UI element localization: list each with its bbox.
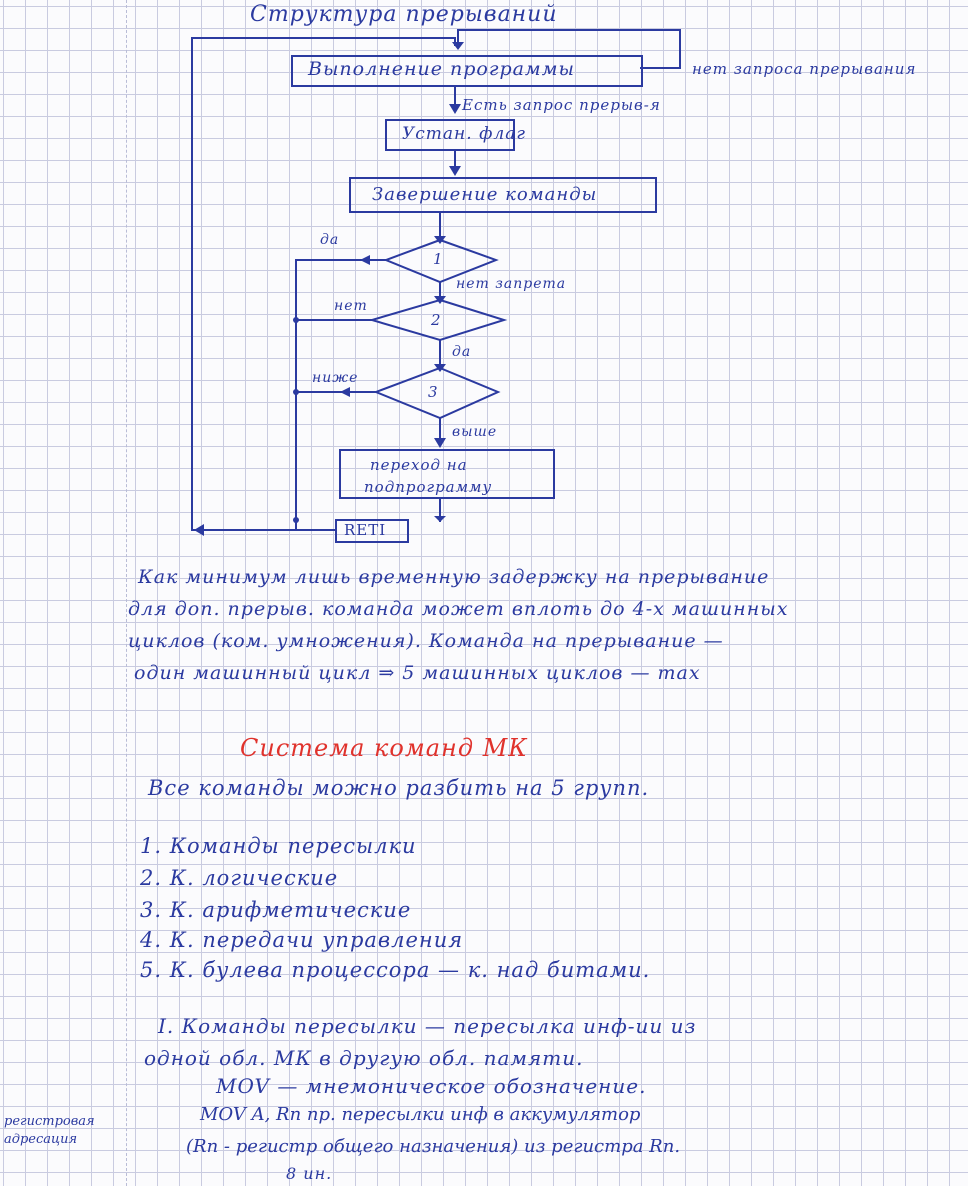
box-jump-label-2: подпрограмму <box>364 478 493 496</box>
group-item-1: 1. Команды пересылки <box>140 834 417 858</box>
higher-label: выше <box>452 424 498 440</box>
group-item-4: 4. К. передачи управления <box>140 928 464 952</box>
no-ban-label: нет запрета <box>456 276 567 292</box>
paragraph-line-3: циклов (ком. умножения). Команда на прерывание — <box>128 630 724 652</box>
diamond-3-label: 3 <box>428 383 439 401</box>
box-jump-label-1: переход на <box>370 456 468 474</box>
side-note-2: адресация <box>4 1132 78 1147</box>
yes-label-2: да <box>452 344 472 360</box>
group-item-2: 2. К. логические <box>140 866 339 890</box>
box-reti-label: RETI <box>344 521 387 539</box>
paragraph-line-4: один машинный цикл ⇒ 5 машинных циклов — max <box>134 662 701 684</box>
section-intro: Все команды можно разбить на 5 групп. <box>148 776 650 800</box>
paragraph-line-2: для доп. прерыв. команда может вплоть до 4-х машинных <box>128 598 789 620</box>
no-request-label: нет запроса прерывания <box>692 60 917 78</box>
box-exec-label: Выполнение программы <box>308 58 575 80</box>
group-item-5: 5. К. булева процессора — к. над битами. <box>140 958 651 982</box>
no-label-2: нет <box>334 298 368 314</box>
part1-mov-a-2: (Rn - регистр общего назначения) из регистра Rn. <box>186 1136 681 1157</box>
diamond-1-label: 1 <box>433 250 444 268</box>
diamond-2-label: 2 <box>431 311 442 329</box>
side-note-1: регистровая <box>4 1114 95 1129</box>
part1-line-1: I. Команды пересылки — пересылка инф-ии из <box>158 1014 697 1038</box>
part1-line-2: одной обл. МК в другую обл. памяти. <box>144 1046 584 1070</box>
box-flag-label: Устан. флаг <box>402 124 526 144</box>
part1-mov: MOV — мнемоническое обозначение. <box>216 1074 647 1098</box>
lower-label: ниже <box>312 370 359 386</box>
paragraph-line-1: Как минимум лишь временную задержку на прерывание <box>138 566 770 588</box>
yes-label-1: да <box>320 232 340 248</box>
box-finish-label: Завершение команды <box>372 184 598 205</box>
flowchart-title: Структура прерываний <box>250 2 558 27</box>
part1-mov-a: MOV A, Rn пр. пересылки инф в аккумулятор <box>200 1104 641 1125</box>
part1-bytes: 8 ин. <box>286 1164 333 1183</box>
section-title: Система команд МК <box>240 734 528 762</box>
group-item-3: 3. К. арифметические <box>140 898 412 922</box>
has-request-label: Есть запрос прерыв-я <box>462 96 661 114</box>
